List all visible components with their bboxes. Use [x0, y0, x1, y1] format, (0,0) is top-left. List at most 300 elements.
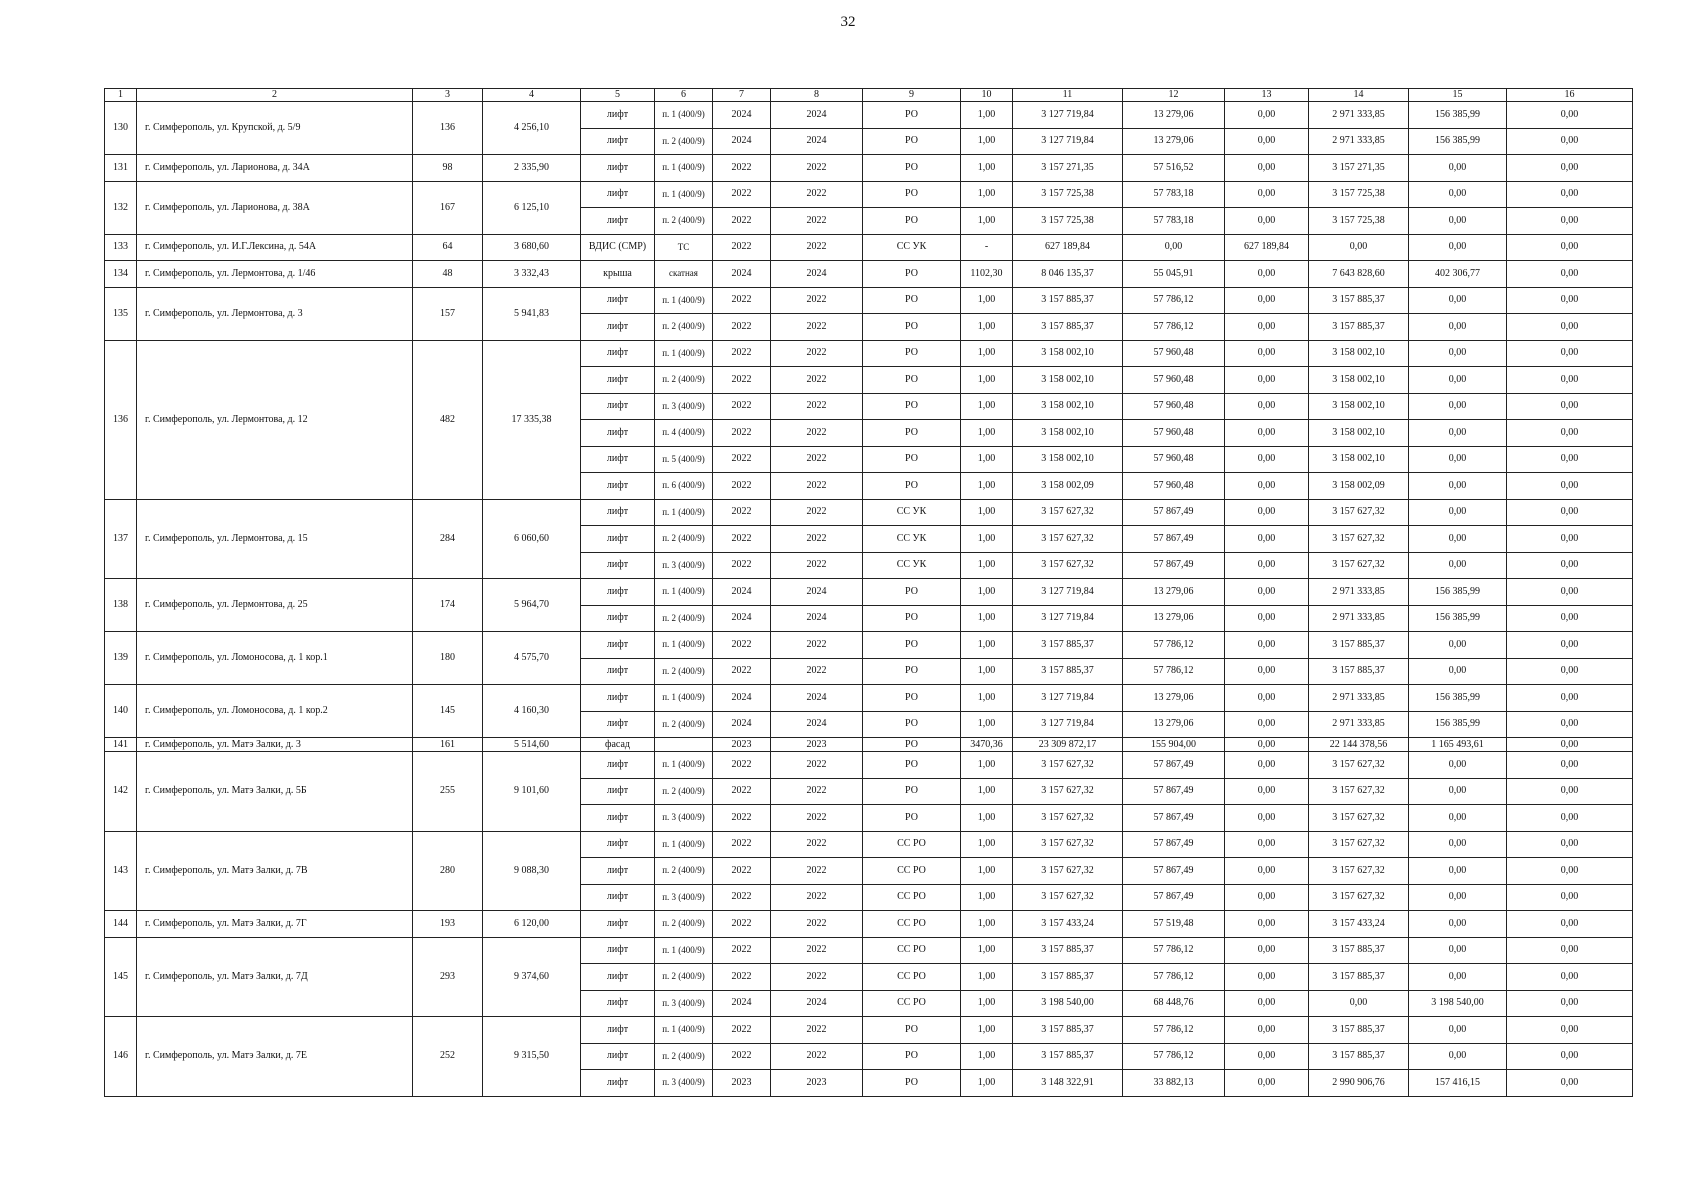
residents-cell: 64: [413, 234, 483, 261]
fund-method: СС РО: [863, 937, 961, 964]
area-cell: 9 088,30: [483, 831, 581, 911]
volume: 1,00: [961, 964, 1013, 991]
year-end: 2022: [771, 420, 863, 447]
year-end: 2022: [771, 752, 863, 779]
fund-method: РО: [863, 1043, 961, 1070]
row-number: 130: [105, 102, 137, 155]
cost-14: 7 643 828,60: [1309, 261, 1409, 288]
cost-16: 0,00: [1507, 446, 1633, 473]
work-type: лифт: [581, 208, 655, 235]
year-start: 2024: [713, 261, 771, 288]
year-end: 2022: [771, 393, 863, 420]
address-cell: г. Симферополь, ул. Матэ Залки, д. 5Б: [137, 752, 413, 832]
fund-method: СС УК: [863, 552, 961, 579]
column-header: 9: [863, 89, 961, 102]
table-row: [105, 685, 1633, 712]
work-type: лифт: [581, 102, 655, 129]
cost-13: 0,00: [1225, 858, 1309, 885]
work-type: лифт: [581, 552, 655, 579]
fund-method: СС РО: [863, 990, 961, 1017]
residents-cell: 255: [413, 752, 483, 832]
cost-12: 13 279,06: [1123, 128, 1225, 155]
address-cell: г. Симферополь, ул. Матэ Залки, д. 7Г: [137, 911, 413, 938]
total-cost: 3 127 719,84: [1013, 711, 1123, 738]
year-start: 2022: [713, 831, 771, 858]
year-end: 2022: [771, 552, 863, 579]
cost-14: 2 971 333,85: [1309, 605, 1409, 632]
volume: 1,00: [961, 1043, 1013, 1070]
cost-13: 0,00: [1225, 937, 1309, 964]
cost-12: 155 904,00: [1123, 738, 1225, 752]
year-start: 2022: [713, 884, 771, 911]
fund-method: СС РО: [863, 858, 961, 885]
cost-13: 0,00: [1225, 1070, 1309, 1097]
cost-14: 3 157 885,37: [1309, 964, 1409, 991]
cost-13: 0,00: [1225, 287, 1309, 314]
work-item: п. 2 (400/9): [655, 367, 713, 394]
cost-15: 156 385,99: [1409, 579, 1507, 606]
fund-method: РО: [863, 340, 961, 367]
year-end: 2024: [771, 579, 863, 606]
table-row: [105, 911, 1633, 938]
column-header: 11: [1013, 89, 1123, 102]
year-end: 2022: [771, 473, 863, 500]
cost-15: 0,00: [1409, 181, 1507, 208]
total-cost: 3 127 719,84: [1013, 128, 1123, 155]
fund-method: РО: [863, 658, 961, 685]
volume: 1,00: [961, 658, 1013, 685]
area-cell: 5 941,83: [483, 287, 581, 340]
cost-16: 0,00: [1507, 990, 1633, 1017]
column-header: 6: [655, 89, 713, 102]
work-item: п. 1 (400/9): [655, 499, 713, 526]
total-cost: 3 127 719,84: [1013, 579, 1123, 606]
table-row: [105, 1017, 1633, 1044]
table-row: [105, 632, 1633, 659]
cost-16: 0,00: [1507, 1043, 1633, 1070]
cost-13: 0,00: [1225, 181, 1309, 208]
year-start: 2024: [713, 579, 771, 606]
total-cost: 3 158 002,10: [1013, 420, 1123, 447]
volume: 1102,30: [961, 261, 1013, 288]
address-cell: г. Симферополь, ул. Лермонтова, д. 15: [137, 499, 413, 579]
cost-14: 3 157 627,32: [1309, 831, 1409, 858]
volume: 1,00: [961, 420, 1013, 447]
volume: 1,00: [961, 579, 1013, 606]
cost-15: 156 385,99: [1409, 711, 1507, 738]
fund-method: РО: [863, 367, 961, 394]
total-cost: 3 157 885,37: [1013, 314, 1123, 341]
year-start: 2022: [713, 367, 771, 394]
year-start: 2024: [713, 990, 771, 1017]
cost-12: 57 867,49: [1123, 552, 1225, 579]
row-number: 134: [105, 261, 137, 288]
cost-13: 0,00: [1225, 738, 1309, 752]
cost-16: 0,00: [1507, 831, 1633, 858]
work-item: п. 2 (400/9): [655, 658, 713, 685]
cost-15: 0,00: [1409, 367, 1507, 394]
volume: 1,00: [961, 473, 1013, 500]
residents-cell: 157: [413, 287, 483, 340]
residents-cell: 145: [413, 685, 483, 738]
total-cost: 3 198 540,00: [1013, 990, 1123, 1017]
address-cell: г. Симферополь, ул. Матэ Залки, д. 7Е: [137, 1017, 413, 1097]
fund-method: РО: [863, 1017, 961, 1044]
work-type: лифт: [581, 526, 655, 553]
cost-15: 156 385,99: [1409, 685, 1507, 712]
residents-cell: 136: [413, 102, 483, 155]
fund-method: РО: [863, 1070, 961, 1097]
cost-16: 0,00: [1507, 526, 1633, 553]
volume: 1,00: [961, 552, 1013, 579]
cost-15: 0,00: [1409, 778, 1507, 805]
volume: 1,00: [961, 752, 1013, 779]
total-cost: 3 158 002,10: [1013, 393, 1123, 420]
work-item: скатная: [655, 261, 713, 288]
volume: 1,00: [961, 102, 1013, 129]
table-row: [105, 738, 1633, 752]
cost-16: 0,00: [1507, 128, 1633, 155]
table-header: [105, 89, 1633, 102]
work-type: лифт: [581, 340, 655, 367]
work-item: п. 2 (400/9): [655, 1043, 713, 1070]
total-cost: 3 157 627,32: [1013, 831, 1123, 858]
column-header: 4: [483, 89, 581, 102]
residents-cell: 48: [413, 261, 483, 288]
cost-16: 0,00: [1507, 605, 1633, 632]
table-row: [105, 181, 1633, 208]
fund-method: СС РО: [863, 884, 961, 911]
cost-13: 0,00: [1225, 1043, 1309, 1070]
work-item: п. 2 (400/9): [655, 964, 713, 991]
row-number: 140: [105, 685, 137, 738]
table-row: [105, 234, 1633, 261]
year-start: 2022: [713, 964, 771, 991]
work-type: лифт: [581, 752, 655, 779]
work-item: п. 2 (400/9): [655, 605, 713, 632]
cost-15: 0,00: [1409, 340, 1507, 367]
column-header: 15: [1409, 89, 1507, 102]
year-end: 2022: [771, 805, 863, 832]
cost-16: 0,00: [1507, 685, 1633, 712]
area-cell: 2 335,90: [483, 155, 581, 182]
work-item: п. 3 (400/9): [655, 884, 713, 911]
cost-12: 57 960,48: [1123, 367, 1225, 394]
cost-14: 0,00: [1309, 990, 1409, 1017]
total-cost: 3 157 271,35: [1013, 155, 1123, 182]
row-number: 143: [105, 831, 137, 911]
table-row: [105, 155, 1633, 182]
volume: 1,00: [961, 367, 1013, 394]
cost-14: 3 157 885,37: [1309, 1017, 1409, 1044]
work-type: лифт: [581, 420, 655, 447]
work-type: лифт: [581, 367, 655, 394]
year-end: 2022: [771, 208, 863, 235]
volume: 1,00: [961, 526, 1013, 553]
volume: 1,00: [961, 314, 1013, 341]
cost-13: 0,00: [1225, 393, 1309, 420]
row-number: 132: [105, 181, 137, 234]
cost-15: 0,00: [1409, 314, 1507, 341]
work-type: лифт: [581, 711, 655, 738]
row-number: 138: [105, 579, 137, 632]
work-item: п. 1 (400/9): [655, 155, 713, 182]
cost-14: 3 157 885,37: [1309, 937, 1409, 964]
cost-15: 157 416,15: [1409, 1070, 1507, 1097]
cost-14: 2 990 906,76: [1309, 1070, 1409, 1097]
cost-15: 402 306,77: [1409, 261, 1507, 288]
cost-13: 0,00: [1225, 964, 1309, 991]
work-type: лифт: [581, 805, 655, 832]
cost-15: 0,00: [1409, 831, 1507, 858]
cost-12: 57 960,48: [1123, 340, 1225, 367]
fund-method: РО: [863, 711, 961, 738]
year-end: 2022: [771, 287, 863, 314]
year-end: 2022: [771, 526, 863, 553]
work-item: п. 4 (400/9): [655, 420, 713, 447]
cost-12: 57 867,49: [1123, 499, 1225, 526]
work-type: лифт: [581, 155, 655, 182]
column-header: 16: [1507, 89, 1633, 102]
cost-12: 68 448,76: [1123, 990, 1225, 1017]
cost-16: 0,00: [1507, 181, 1633, 208]
cost-15: 0,00: [1409, 393, 1507, 420]
cost-16: 0,00: [1507, 261, 1633, 288]
cost-12: 33 882,13: [1123, 1070, 1225, 1097]
cost-14: 3 157 885,37: [1309, 1043, 1409, 1070]
total-cost: 3 157 885,37: [1013, 1043, 1123, 1070]
year-end: 2024: [771, 685, 863, 712]
work-item: п. 2 (400/9): [655, 711, 713, 738]
cost-15: 0,00: [1409, 805, 1507, 832]
cost-13: 0,00: [1225, 831, 1309, 858]
year-start: 2022: [713, 552, 771, 579]
total-cost: 3 157 627,32: [1013, 752, 1123, 779]
data-table: [104, 88, 1633, 1097]
volume: 1,00: [961, 805, 1013, 832]
cost-15: 0,00: [1409, 155, 1507, 182]
total-cost: 3 157 627,32: [1013, 778, 1123, 805]
fund-method: РО: [863, 738, 961, 752]
work-type: лифт: [581, 990, 655, 1017]
work-item: [655, 738, 713, 752]
cost-12: 13 279,06: [1123, 102, 1225, 129]
table-row: [105, 831, 1633, 858]
fund-method: РО: [863, 393, 961, 420]
cost-16: 0,00: [1507, 778, 1633, 805]
cost-14: 3 158 002,10: [1309, 420, 1409, 447]
year-start: 2024: [713, 685, 771, 712]
cost-16: 0,00: [1507, 752, 1633, 779]
year-start: 2022: [713, 632, 771, 659]
volume: 1,00: [961, 884, 1013, 911]
volume: 1,00: [961, 990, 1013, 1017]
cost-15: 1 165 493,61: [1409, 738, 1507, 752]
volume: 1,00: [961, 685, 1013, 712]
page-number: 32: [840, 14, 856, 30]
cost-14: 2 971 333,85: [1309, 102, 1409, 129]
volume: 1,00: [961, 858, 1013, 885]
cost-14: 3 158 002,10: [1309, 340, 1409, 367]
work-type: лифт: [581, 181, 655, 208]
total-cost: 3 158 002,10: [1013, 446, 1123, 473]
cost-16: 0,00: [1507, 340, 1633, 367]
cost-12: 57 867,49: [1123, 884, 1225, 911]
work-type: лифт: [581, 658, 655, 685]
cost-14: 3 157 433,24: [1309, 911, 1409, 938]
year-start: 2024: [713, 711, 771, 738]
fund-method: РО: [863, 261, 961, 288]
volume: 1,00: [961, 208, 1013, 235]
cost-14: 3 157 627,32: [1309, 884, 1409, 911]
cost-16: 0,00: [1507, 102, 1633, 129]
total-cost: 627 189,84: [1013, 234, 1123, 261]
cost-16: 0,00: [1507, 805, 1633, 832]
work-type: лифт: [581, 831, 655, 858]
fund-method: РО: [863, 473, 961, 500]
cost-12: 57 783,18: [1123, 208, 1225, 235]
work-item: п. 1 (400/9): [655, 937, 713, 964]
work-item: п. 2 (400/9): [655, 208, 713, 235]
cost-14: 3 158 002,10: [1309, 367, 1409, 394]
year-start: 2022: [713, 1043, 771, 1070]
cost-16: 0,00: [1507, 499, 1633, 526]
year-end: 2024: [771, 711, 863, 738]
work-type: лифт: [581, 605, 655, 632]
cost-16: 0,00: [1507, 884, 1633, 911]
work-type: лифт: [581, 128, 655, 155]
year-end: 2022: [771, 499, 863, 526]
fund-method: РО: [863, 128, 961, 155]
total-cost: 3 157 627,32: [1013, 858, 1123, 885]
cost-12: 57 867,49: [1123, 831, 1225, 858]
residents-cell: 252: [413, 1017, 483, 1097]
address-cell: г. Симферополь, ул. Лермонтова, д. 3: [137, 287, 413, 340]
column-header: 7: [713, 89, 771, 102]
cost-14: 3 157 627,32: [1309, 552, 1409, 579]
cost-15: 0,00: [1409, 499, 1507, 526]
column-header: 3: [413, 89, 483, 102]
cost-14: 3 158 002,10: [1309, 446, 1409, 473]
year-end: 2022: [771, 964, 863, 991]
cost-13: 0,00: [1225, 208, 1309, 235]
year-end: 2022: [771, 884, 863, 911]
total-cost: 3 158 002,09: [1013, 473, 1123, 500]
cost-13: 0,00: [1225, 314, 1309, 341]
year-end: 2022: [771, 831, 863, 858]
address-cell: г. Симферополь, ул. Ларионова, д. 38А: [137, 181, 413, 234]
year-start: 2022: [713, 473, 771, 500]
year-start: 2022: [713, 340, 771, 367]
area-cell: 5 964,70: [483, 579, 581, 632]
work-item: п. 1 (400/9): [655, 752, 713, 779]
cost-16: 0,00: [1507, 552, 1633, 579]
cost-15: 156 385,99: [1409, 128, 1507, 155]
year-start: 2022: [713, 858, 771, 885]
work-item: п. 1 (400/9): [655, 340, 713, 367]
cost-14: 3 157 271,35: [1309, 155, 1409, 182]
area-cell: 4 160,30: [483, 685, 581, 738]
cost-13: 0,00: [1225, 685, 1309, 712]
cost-12: 57 867,49: [1123, 858, 1225, 885]
work-type: лифт: [581, 446, 655, 473]
cost-16: 0,00: [1507, 738, 1633, 752]
cost-13: 0,00: [1225, 261, 1309, 288]
address-cell: г. Симферополь, ул. Ломоносова, д. 1 кор.2: [137, 685, 413, 738]
cost-16: 0,00: [1507, 937, 1633, 964]
cost-12: 57 516,52: [1123, 155, 1225, 182]
cost-12: 57 960,48: [1123, 446, 1225, 473]
year-start: 2022: [713, 937, 771, 964]
work-type: лифт: [581, 473, 655, 500]
year-start: 2022: [713, 911, 771, 938]
work-item: ТС: [655, 234, 713, 261]
cost-15: 0,00: [1409, 1043, 1507, 1070]
total-cost: 8 046 135,37: [1013, 261, 1123, 288]
year-start: 2022: [713, 393, 771, 420]
cost-14: 22 144 378,56: [1309, 738, 1409, 752]
total-cost: 3 157 627,32: [1013, 526, 1123, 553]
cost-14: 3 157 627,32: [1309, 526, 1409, 553]
total-cost: 23 309 872,17: [1013, 738, 1123, 752]
cost-12: 55 045,91: [1123, 261, 1225, 288]
address-cell: г. Симферополь, ул. Лермонтова, д. 1/46: [137, 261, 413, 288]
cost-13: 0,00: [1225, 420, 1309, 447]
cost-13: 0,00: [1225, 911, 1309, 938]
cost-13: 0,00: [1225, 778, 1309, 805]
fund-method: РО: [863, 181, 961, 208]
cost-14: 2 971 333,85: [1309, 128, 1409, 155]
row-number: 133: [105, 234, 137, 261]
row-number: 137: [105, 499, 137, 579]
year-end: 2024: [771, 605, 863, 632]
cost-14: 2 971 333,85: [1309, 711, 1409, 738]
total-cost: 3 158 002,10: [1013, 367, 1123, 394]
address-cell: г. Симферополь, ул. Лермонтова, д. 12: [137, 340, 413, 499]
total-cost: 3 127 719,84: [1013, 605, 1123, 632]
total-cost: 3 157 725,38: [1013, 208, 1123, 235]
year-end: 2022: [771, 778, 863, 805]
cost-13: 0,00: [1225, 499, 1309, 526]
cost-12: 57 786,12: [1123, 937, 1225, 964]
cost-15: 0,00: [1409, 937, 1507, 964]
cost-14: 3 158 002,09: [1309, 473, 1409, 500]
fund-method: РО: [863, 752, 961, 779]
cost-16: 0,00: [1507, 155, 1633, 182]
table-row: [105, 261, 1633, 288]
cost-16: 0,00: [1507, 658, 1633, 685]
cost-16: 0,00: [1507, 473, 1633, 500]
cost-14: 3 157 885,37: [1309, 632, 1409, 659]
cost-14: 3 158 002,10: [1309, 393, 1409, 420]
volume: 1,00: [961, 937, 1013, 964]
cost-13: 0,00: [1225, 552, 1309, 579]
cost-12: 57 786,12: [1123, 287, 1225, 314]
year-end: 2022: [771, 858, 863, 885]
work-type: лифт: [581, 393, 655, 420]
cost-12: 13 279,06: [1123, 685, 1225, 712]
fund-method: РО: [863, 579, 961, 606]
fund-method: СС УК: [863, 499, 961, 526]
cost-15: 0,00: [1409, 526, 1507, 553]
cost-16: 0,00: [1507, 314, 1633, 341]
work-item: п. 2 (400/9): [655, 128, 713, 155]
year-end: 2022: [771, 340, 863, 367]
work-item: п. 1 (400/9): [655, 685, 713, 712]
cost-13: 0,00: [1225, 884, 1309, 911]
cost-12: 57 960,48: [1123, 420, 1225, 447]
work-item: п. 1 (400/9): [655, 287, 713, 314]
